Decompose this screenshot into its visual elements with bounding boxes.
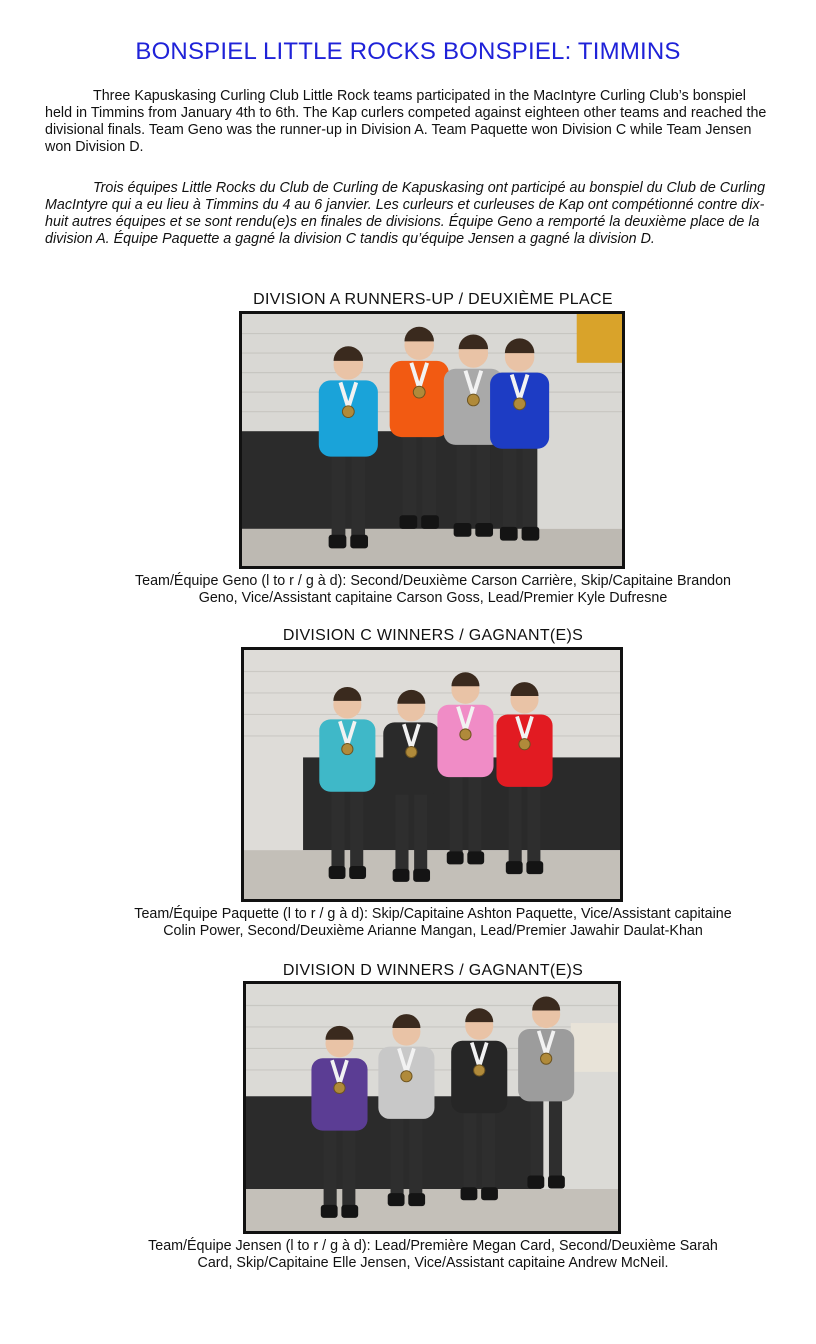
page-title: BONSPIEL LITTLE ROCKS BONSPIEL: TIMMINS xyxy=(135,38,681,65)
division-c-caption-line-1: Team/Équipe Paquette (l to r / g à d): Skip/Capitaine Ashton Paquette, Vice/Assistant capitaine xyxy=(134,906,732,922)
division-a-caption xyxy=(60,573,806,607)
division-a-team-photo xyxy=(239,311,625,569)
division-d-team-photo xyxy=(243,981,621,1234)
division-d-caption-line-2: Card, Skip/Capitaine Elle Jensen, Vice/Assistant capitaine Andrew McNeil. xyxy=(197,1255,669,1271)
division-c-team-photo xyxy=(241,647,623,902)
intro-paragraph-english xyxy=(45,88,775,156)
team-photo-illustration xyxy=(242,314,622,566)
team-photo-illustration xyxy=(244,650,620,899)
division-a-heading: DIVISION A RUNNERS-UP / DEUXIÈME PLACE xyxy=(253,291,613,308)
division-a-caption-line-1: Team/Équipe Geno (l to r / g à d): Second/Deuxième Carson Carrière, Skip/Capitaine Brandon xyxy=(134,573,731,589)
intro-paragraph-english-text: Three Kapuskasing Curling Club Little Rock teams participated in the MacIntyre Curling Club’s bonspiel held in Timmins from January 4th to 6th. The Kap curlers competed against eighteen other teams and reached the divisional finals. Team Geno was the runner-up in Division A. Team Paquette won Division C while Team Jensen won Division D. xyxy=(45,88,767,155)
division-d-caption xyxy=(60,1238,806,1272)
division-c-caption-line-2: Colin Power, Second/Deuxième Arianne Mangan, Lead/Premier Jawahir Daulat-Khan xyxy=(163,923,703,939)
division-c-heading: DIVISION C WINNERS / GAGNANT(E)S xyxy=(282,627,584,644)
division-c-caption xyxy=(60,906,806,940)
division-a-caption-line-2: Geno, Vice/Assistant capitaine Carson Goss, Lead/Premier Kyle Dufresne xyxy=(198,590,668,606)
division-d-heading: DIVISION D WINNERS / GAGNANT(E)S xyxy=(282,962,584,979)
division-d-caption-line-1: Team/Équipe Jensen (l to r / g à d): Lead/Première Megan Card, Second/Deuxième Sarah xyxy=(148,1238,718,1254)
intro-paragraph-french-text: Trois équipes Little Rocks du Club de Curling de Kapuskasing ont participé au bonspiel du Club de Curling MacIntyre qui a eu lieu à Timmins du 4 au 6 janvier. Les curleurs et curleuses de Kap ont compétionné contre dix-huit autres équipes et se sont rendu(e)s en finales de divisions. Équipe Geno a remporté la deuxième place de la division A. Équipe Paquette a gagné la division C tandis qu’équipe Jensen a gagné la division D. xyxy=(45,180,766,247)
intro-paragraph-french xyxy=(45,180,775,248)
team-photo-illustration xyxy=(246,984,618,1231)
